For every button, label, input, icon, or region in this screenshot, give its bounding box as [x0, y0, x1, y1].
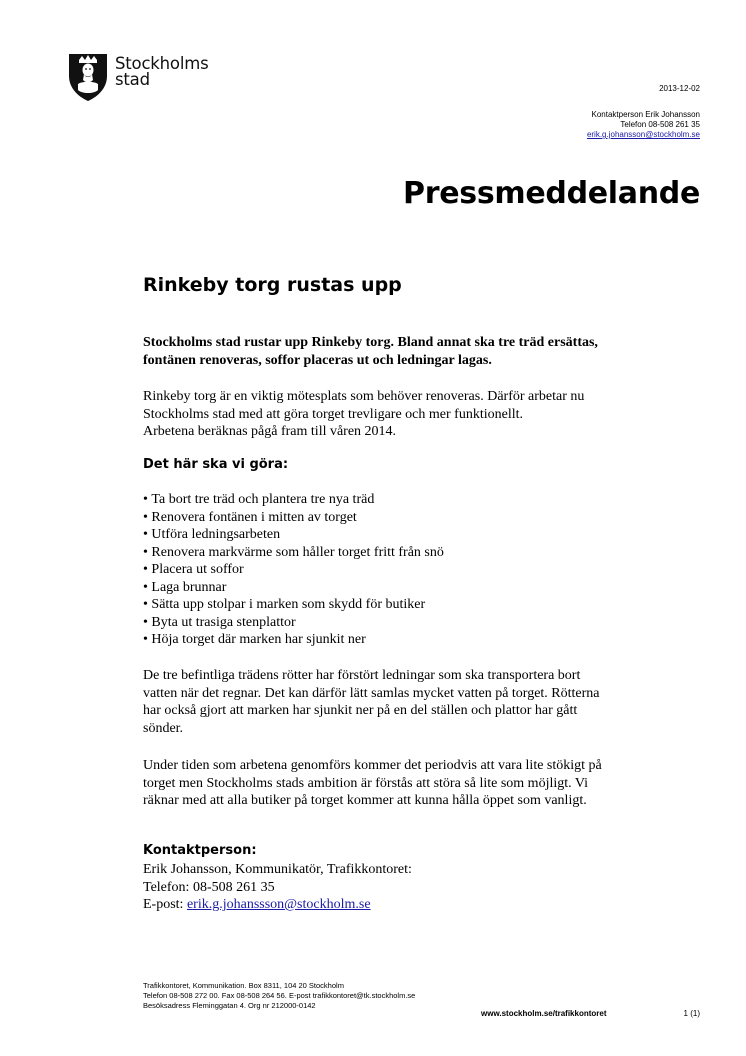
contact-email-label: E-post: — [143, 897, 187, 912]
paragraph-line: Under tiden som arbetena genomförs kommer det periodvis att vara lite stökigt på — [143, 758, 602, 773]
list-item: • Renovera fontänen i mitten av torget — [143, 509, 444, 527]
task-list — [143, 491, 444, 649]
stockholms-stad-logo — [67, 50, 217, 102]
press-release-headline: Rinkeby torg rustas upp — [143, 274, 402, 296]
contact-heading: Kontaktperson: — [143, 843, 257, 858]
paragraph-line: Stockholms stad med att göra torget trevligare och mer funktionellt. — [143, 406, 523, 422]
list-item: • Utföra ledningsarbeten — [143, 526, 444, 544]
list-item: • Ta bort tre träd och plantera tre nya träd — [143, 491, 444, 509]
contact-name: Erik Johansson, Kommunikatör, Trafikkontoret: — [143, 862, 412, 877]
list-item: • Laga brunnar — [143, 579, 444, 597]
footer-address — [143, 981, 415, 1011]
list-item: • Sätta upp stolpar i marken som skydd för butiker — [143, 596, 444, 614]
shield-crest-icon — [67, 50, 109, 102]
contact-email-row — [143, 896, 412, 914]
logo-line-1: Stockholms — [115, 54, 209, 73]
footer-website[interactable]: www.stockholm.se/trafikkontoret — [481, 1009, 607, 1018]
page-number: 1 (1) — [683, 1009, 700, 1018]
paragraph-line: sönder. — [143, 720, 184, 736]
logo-line-2: stad — [115, 70, 150, 89]
logo-wordmark — [115, 56, 208, 88]
header-contact-block — [587, 110, 700, 140]
list-item: • Höja torget där marken har sjunkit ner — [143, 631, 444, 649]
paragraph-line: räknar med att alla butiker på torget kommer att kunna hålla öppet som vanligt. — [143, 793, 587, 808]
paragraph-line: Arbetena beräknas pågå fram till våren 2014. — [143, 424, 397, 439]
lead-paragraph: Stockholms stad rustar upp Rinkeby torg. Bland annat ska tre träd ersättas, fontänen renoveras, soffor placeras ut och ledningar lagas. — [143, 335, 598, 368]
header-contact-email-link[interactable]: erik.g.johansson@stockholm.se — [586, 130, 700, 139]
list-item: • Placera ut soffor — [143, 561, 444, 579]
paragraph-line: Rinkeby torg är en viktig mötesplats som behöver renoveras. Därför arbetar nu — [143, 389, 585, 404]
header-contact-phone: Telefon 08-508 261 35 — [620, 120, 700, 129]
paragraph-line: har också gjort att marken har sjunkit ner på en del ställen och plattor har gått — [143, 703, 578, 718]
footer-line: Besöksadress Fleminggatan 4. Org nr 212000-0142 — [143, 1001, 316, 1010]
paragraph-roots — [143, 667, 643, 737]
footer-line: Trafikkontoret, Kommunikation. Box 8311, 104 20 Stockholm — [143, 981, 344, 990]
paragraph-line: torget men Stockholms stads ambition är förstås att störa så lite som möjligt. Vi — [143, 775, 589, 791]
document-date: 2013-12-02 — [659, 84, 700, 93]
paragraph-line: De tre befintliga trädens rötter har förstört ledningar som ska transportera bort — [143, 668, 581, 683]
paragraph-intro — [143, 388, 643, 441]
list-item: • Renovera markvärme som håller torget fritt från snö — [143, 544, 444, 562]
contact-phone: Telefon: 08-508 261 35 — [143, 879, 275, 895]
footer-line: Telefon 08-508 272 00. Fax 08-508 264 56. E-post trafikkontoret@tk.stockholm.se — [143, 991, 416, 1000]
paragraph-line: vatten när det regnar. Det kan därför lätt samlas mycket vatten på torget. Rötterna — [143, 685, 600, 701]
paragraph-disruption — [143, 757, 643, 810]
header-contact-person: Kontaktperson Erik Johansson — [591, 110, 700, 119]
tasks-subheading: Det här ska vi göra: — [143, 457, 289, 472]
contact-details — [143, 861, 412, 914]
document-type-title: Pressmeddelande — [403, 176, 700, 211]
contact-email-link[interactable]: erik.g.johanssson@stockholm.se — [186, 897, 371, 912]
list-item: • Byta ut trasiga stenplattor — [143, 614, 444, 632]
